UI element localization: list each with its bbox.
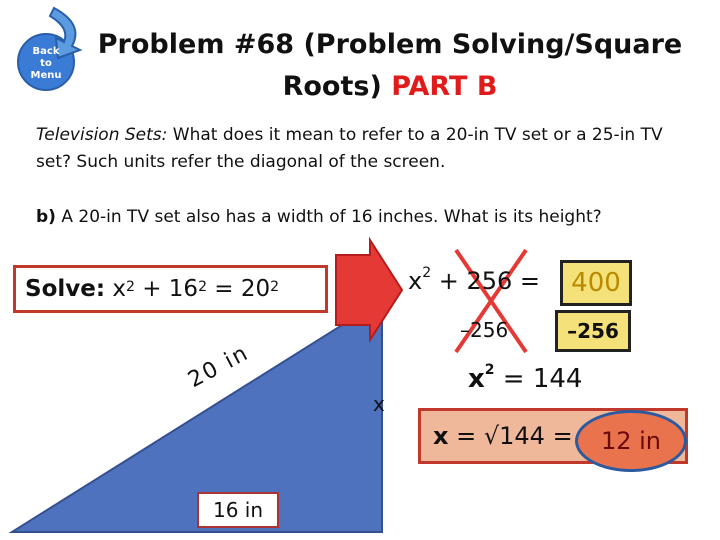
solve-lead: Solve: <box>25 276 106 302</box>
question-lead: b) <box>36 207 56 227</box>
back-to-menu-label: Back to Menu <box>30 46 62 81</box>
base-label: 16 in <box>197 492 279 528</box>
hypotenuse-label: 20 in <box>184 340 254 393</box>
intro-text: What does it mean to refer to a 20-in TV set or a 25-in TV set? Such units refer the diagonal of the screen. <box>36 125 663 172</box>
solve-equation-box <box>13 265 328 313</box>
solve-exp: 2 <box>198 279 207 295</box>
step3-equation <box>468 364 582 394</box>
solution-var: x <box>433 422 449 450</box>
step3-rhs: = 144 <box>494 364 583 394</box>
title-main: Problem #68 (Problem Solving/Square Roots) <box>97 29 683 102</box>
intro-lead: Television Sets: <box>36 125 168 145</box>
question-text: A 20-in TV set also has a width of 16 inches. What is its height? <box>55 207 602 227</box>
step1-mid: + 256 = <box>431 267 541 295</box>
answer-circle: 12 in <box>575 410 687 472</box>
step1-equation <box>408 267 540 295</box>
step1-lhs: x <box>408 267 423 295</box>
side-x-label: x <box>373 392 385 416</box>
arrow-shape <box>336 240 402 340</box>
step2-left: –256 <box>460 318 509 342</box>
step3-exp: 2 <box>484 362 495 378</box>
solve-eq: = 20 <box>207 276 271 302</box>
title-part: PART B <box>391 71 498 102</box>
solve-plus: + 16 <box>134 276 199 302</box>
solve-exp: 2 <box>270 279 280 295</box>
solve-exp: 2 <box>125 279 135 295</box>
solve-x: x <box>112 276 126 302</box>
step1-exp: 2 <box>422 265 432 281</box>
step2-right-box: –256 <box>555 310 631 352</box>
step1-rhs-box: 400 <box>560 260 632 306</box>
step3-lhs: x <box>468 364 485 394</box>
solution-eq: = √144 = <box>448 422 573 450</box>
